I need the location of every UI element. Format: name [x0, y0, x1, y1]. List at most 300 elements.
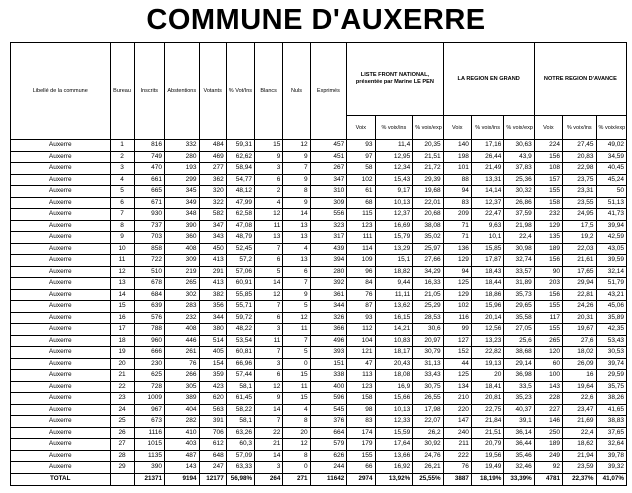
- cell-pct-vot-ins: 59,31: [226, 140, 254, 152]
- table-row: [11, 209, 627, 221]
- cell-reg-voix: 99: [443, 324, 471, 336]
- cell-pct-vot-ins: 63,33: [226, 462, 254, 474]
- cell-nra-pct-exp: 38,83: [596, 416, 626, 428]
- cell-nra-pct-ins: 26,09: [563, 358, 597, 370]
- cell-nra-voix: 249: [534, 450, 562, 462]
- cell-libelle: Auxerre: [11, 151, 111, 163]
- cell-abstentions: 390: [164, 220, 199, 232]
- cell-nra-pct-ins: 22,81: [563, 289, 597, 301]
- cell-reg-voix: 136: [443, 243, 471, 255]
- cell-bureau: 11: [110, 255, 134, 267]
- cell-fn-pct-exp: 17,98: [413, 404, 443, 416]
- cell-votants: 343: [199, 232, 226, 244]
- cell-reg-pct-exp: 33,57: [504, 266, 534, 278]
- cell-blancs: 3: [255, 358, 283, 370]
- cell-reg-pct-ins: 18,41: [471, 381, 503, 393]
- cell-fn-pct-ins: 15,66: [375, 393, 413, 405]
- cell-fn-voix: 66: [347, 462, 375, 474]
- cell-nra-voix: 156: [534, 289, 562, 301]
- cell-votants: 450: [199, 243, 226, 255]
- cell-nra-pct-ins: 27,6: [563, 335, 597, 347]
- results-table: [10, 42, 627, 486]
- cell-inscrits: 665: [134, 186, 164, 198]
- cell-blancs: 11: [255, 220, 283, 232]
- table-body: [11, 140, 627, 486]
- cell-nra-pct-exp: 32,64: [596, 439, 626, 451]
- cell-inscrits: 722: [134, 255, 164, 267]
- cell-fn-voix: 113: [347, 370, 375, 382]
- table-row: [11, 289, 627, 301]
- cell-nuls: 15: [283, 370, 310, 382]
- total-inscrits: 21371: [134, 473, 164, 485]
- total-abstentions: 9194: [164, 473, 199, 485]
- cell-votants: 277: [199, 163, 226, 175]
- total-libelle: TOTAL: [11, 473, 111, 485]
- header-pct-vot-ins: % Vot/Ins: [226, 43, 254, 140]
- page-title: COMMUNE D'AUXERRE: [146, 4, 486, 36]
- cell-blancs: 15: [255, 140, 283, 152]
- cell-fn-voix: 47: [347, 358, 375, 370]
- cell-inscrits: 749: [134, 151, 164, 163]
- cell-nra-pct-exp: 32,14: [596, 266, 626, 278]
- cell-pct-vot-ins: 48,12: [226, 186, 254, 198]
- cell-inscrits: 703: [134, 232, 164, 244]
- cell-reg-pct-ins: 14,14: [471, 186, 503, 198]
- subheader-pct-voix-ins: % voix/ins: [375, 116, 413, 140]
- cell-exprimes: 545: [310, 404, 347, 416]
- subheader-pct-voix-exp: % voix/exp: [413, 116, 443, 140]
- cell-libelle: Auxerre: [11, 197, 111, 209]
- cell-libelle: Auxerre: [11, 427, 111, 439]
- table-row: [11, 427, 627, 439]
- header-group-fn: LISTE FRONT NATIONAL, présentée par Marine LE PEN: [347, 43, 443, 116]
- cell-fn-pct-ins: 18,08: [375, 370, 413, 382]
- subheader-voix: Voix: [443, 116, 471, 140]
- header-exprimes: Exprimés: [310, 43, 347, 140]
- cell-fn-pct-exp: 38,08: [413, 220, 443, 232]
- table-row: [11, 278, 627, 290]
- cell-nra-pct-exp: 45,24: [596, 174, 626, 186]
- cell-pct-vot-ins: 57,44: [226, 370, 254, 382]
- cell-nuls: 4: [283, 404, 310, 416]
- cell-nra-pct-exp: 30,53: [596, 347, 626, 359]
- cell-reg-voix: 211: [443, 439, 471, 451]
- table-row: [11, 416, 627, 428]
- cell-nra-pct-ins: 23,59: [563, 462, 597, 474]
- cell-nuls: 9: [283, 289, 310, 301]
- cell-bureau: 15: [110, 301, 134, 313]
- cell-abstentions: 193: [164, 163, 199, 175]
- cell-fn-pct-exp: 27,66: [413, 255, 443, 267]
- cell-bureau: 21: [110, 370, 134, 382]
- table-row: [11, 255, 627, 267]
- cell-fn-pct-ins: 9,44: [375, 278, 413, 290]
- cell-blancs: 21: [255, 439, 283, 451]
- cell-inscrits: 737: [134, 220, 164, 232]
- cell-nra-voix: 189: [534, 439, 562, 451]
- cell-fn-pct-exp: 33,43: [413, 370, 443, 382]
- cell-blancs: 7: [255, 301, 283, 313]
- cell-fn-pct-ins: 20,43: [375, 358, 413, 370]
- cell-nra-pct-ins: 22,03: [563, 243, 597, 255]
- cell-fn-pct-exp: 26,21: [413, 462, 443, 474]
- cell-nuls: 12: [283, 312, 310, 324]
- cell-bureau: 12: [110, 266, 134, 278]
- cell-nra-voix: 108: [534, 163, 562, 175]
- table-row: [11, 335, 627, 347]
- cell-votants: 484: [199, 140, 226, 152]
- cell-nra-voix: 155: [534, 324, 562, 336]
- total-nra-voix: 4781: [534, 473, 562, 485]
- cell-abstentions: 280: [164, 151, 199, 163]
- cell-libelle: Auxerre: [11, 450, 111, 462]
- cell-nra-pct-exp: 39,59: [596, 255, 626, 267]
- cell-reg-pct-exp: 21,98: [504, 220, 534, 232]
- total-fn-voix: 2974: [347, 473, 375, 485]
- table-row: [11, 358, 627, 370]
- subheader-pct-voix-exp: % voix/exp: [504, 116, 534, 140]
- cell-reg-voix: 220: [443, 404, 471, 416]
- cell-fn-voix: 121: [347, 347, 375, 359]
- cell-blancs: 4: [255, 197, 283, 209]
- cell-nuls: 9: [283, 151, 310, 163]
- cell-nra-pct-exp: 35,75: [596, 381, 626, 393]
- cell-libelle: Auxerre: [11, 358, 111, 370]
- cell-bureau: 16: [110, 312, 134, 324]
- cell-pct-vot-ins: 57,09: [226, 450, 254, 462]
- cell-nra-voix: 60: [534, 358, 562, 370]
- cell-reg-pct-ins: 18,44: [471, 278, 503, 290]
- cell-nuls: 9: [283, 197, 310, 209]
- cell-nra-voix: 250: [534, 427, 562, 439]
- cell-exprimes: 347: [310, 174, 347, 186]
- cell-blancs: 11: [255, 335, 283, 347]
- table-row: [11, 220, 627, 232]
- cell-blancs: 12: [255, 289, 283, 301]
- cell-libelle: Auxerre: [11, 347, 111, 359]
- cell-exprimes: 280: [310, 266, 347, 278]
- cell-reg-voix: 88: [443, 174, 471, 186]
- cell-bureau: 9: [110, 232, 134, 244]
- cell-pct-vot-ins: 47,08: [226, 220, 254, 232]
- cell-nra-voix: 156: [534, 255, 562, 267]
- table-row: [11, 324, 627, 336]
- cell-blancs: 3: [255, 324, 283, 336]
- cell-fn-pct-ins: 14,21: [375, 324, 413, 336]
- cell-reg-voix: 125: [443, 278, 471, 290]
- cell-abstentions: 487: [164, 450, 199, 462]
- cell-votants: 291: [199, 266, 226, 278]
- cell-fn-voix: 102: [347, 174, 375, 186]
- total-fn-pct-exp: 25,55%: [413, 473, 443, 485]
- cell-reg-pct-exp: 30,98: [504, 243, 534, 255]
- header-libelle: Libellé de la commune: [11, 43, 111, 140]
- cell-fn-pct-ins: 13,62: [375, 301, 413, 313]
- cell-fn-voix: 68: [347, 197, 375, 209]
- cell-nra-pct-ins: 17,5: [563, 220, 597, 232]
- cell-nuls: 12: [283, 439, 310, 451]
- cell-inscrits: 230: [134, 358, 164, 370]
- cell-abstentions: 309: [164, 255, 199, 267]
- cell-bureau: 22: [110, 381, 134, 393]
- cell-blancs: 6: [255, 255, 283, 267]
- cell-exprimes: 326: [310, 312, 347, 324]
- cell-reg-voix: 134: [443, 381, 471, 393]
- cell-blancs: 6: [255, 174, 283, 186]
- cell-libelle: Auxerre: [11, 404, 111, 416]
- cell-nra-voix: 224: [534, 140, 562, 152]
- cell-blancs: 14: [255, 450, 283, 462]
- cell-nuls: 8: [283, 450, 310, 462]
- cell-libelle: Auxerre: [11, 186, 111, 198]
- table-row: [11, 450, 627, 462]
- cell-libelle: Auxerre: [11, 255, 111, 267]
- cell-nra-voix: 92: [534, 462, 562, 474]
- cell-blancs: 13: [255, 232, 283, 244]
- cell-exprimes: 556: [310, 209, 347, 221]
- cell-bureau: 5: [110, 186, 134, 198]
- cell-fn-pct-exp: 35,02: [413, 232, 443, 244]
- subheader-voix: Voix: [534, 116, 562, 140]
- cell-fn-pct-exp: 20,35: [413, 140, 443, 152]
- cell-pct-vot-ins: 57,06: [226, 266, 254, 278]
- cell-fn-pct-ins: 12,34: [375, 163, 413, 175]
- cell-reg-voix: 102: [443, 301, 471, 313]
- cell-exprimes: 376: [310, 416, 347, 428]
- cell-abstentions: 299: [164, 174, 199, 186]
- cell-reg-pct-ins: 13,31: [471, 174, 503, 186]
- cell-pct-vot-ins: 58,94: [226, 163, 254, 175]
- cell-nra-pct-ins: 19,2: [563, 232, 597, 244]
- cell-libelle: Auxerre: [11, 266, 111, 278]
- cell-inscrits: 673: [134, 416, 164, 428]
- cell-bureau: 8: [110, 220, 134, 232]
- cell-pct-vot-ins: 58,1: [226, 381, 254, 393]
- header-bureau: Bureau: [110, 43, 134, 140]
- cell-nuls: 11: [283, 381, 310, 393]
- cell-abstentions: 232: [164, 312, 199, 324]
- cell-pct-vot-ins: 53,54: [226, 335, 254, 347]
- cell-nra-voix: 143: [534, 381, 562, 393]
- cell-fn-pct-ins: 13,29: [375, 243, 413, 255]
- total-pct-vot-ins: 56,98%: [226, 473, 254, 485]
- cell-reg-pct-ins: 21,51: [471, 427, 503, 439]
- cell-reg-pct-ins: 17,87: [471, 255, 503, 267]
- cell-fn-voix: 104: [347, 335, 375, 347]
- cell-inscrits: 684: [134, 289, 164, 301]
- cell-nra-voix: 228: [534, 393, 562, 405]
- cell-abstentions: 219: [164, 266, 199, 278]
- cell-fn-pct-exp: 19,68: [413, 186, 443, 198]
- cell-fn-voix: 123: [347, 381, 375, 393]
- cell-libelle: Auxerre: [11, 278, 111, 290]
- cell-reg-voix: 94: [443, 266, 471, 278]
- cell-reg-pct-ins: 20: [471, 370, 503, 382]
- cell-reg-pct-ins: 18,86: [471, 289, 503, 301]
- total-fn-pct-ins: 13,92%: [375, 473, 413, 485]
- cell-exprimes: 596: [310, 393, 347, 405]
- cell-fn-pct-ins: 11,4: [375, 140, 413, 152]
- cell-bureau: 4: [110, 174, 134, 186]
- cell-abstentions: 143: [164, 462, 199, 474]
- cell-reg-pct-ins: 22,82: [471, 347, 503, 359]
- cell-reg-pct-ins: 17,16: [471, 140, 503, 152]
- cell-reg-pct-exp: 25,36: [504, 174, 534, 186]
- cell-reg-pct-exp: 40,37: [504, 404, 534, 416]
- cell-abstentions: 389: [164, 393, 199, 405]
- cell-reg-voix: 129: [443, 289, 471, 301]
- cell-nra-pct-ins: 22,6: [563, 393, 597, 405]
- cell-fn-pct-ins: 11,11: [375, 289, 413, 301]
- cell-exprimes: 317: [310, 232, 347, 244]
- cell-votants: 563: [199, 404, 226, 416]
- cell-votants: 322: [199, 197, 226, 209]
- table-row: [11, 312, 627, 324]
- cell-pct-vot-ins: 58,1: [226, 416, 254, 428]
- cell-votants: 582: [199, 209, 226, 221]
- cell-bureau: 10: [110, 243, 134, 255]
- cell-nra-voix: 117: [534, 312, 562, 324]
- cell-reg-pct-ins: 12,56: [471, 324, 503, 336]
- table-row: [11, 393, 627, 405]
- cell-nra-pct-ins: 21,69: [563, 416, 597, 428]
- cell-pct-vot-ins: 48,22: [226, 324, 254, 336]
- cell-blancs: 7: [255, 416, 283, 428]
- cell-blancs: 3: [255, 163, 283, 175]
- header-abstentions: Abstentions: [164, 43, 199, 140]
- cell-nra-voix: 203: [534, 278, 562, 290]
- cell-nra-pct-exp: 53,43: [596, 335, 626, 347]
- cell-exprimes: 244: [310, 462, 347, 474]
- total-nuls: 271: [283, 473, 310, 485]
- cell-exprimes: 439: [310, 243, 347, 255]
- subheader-pct-voix-ins: % voix/ins: [471, 116, 503, 140]
- cell-nuls: 7: [283, 335, 310, 347]
- cell-inscrits: 1009: [134, 393, 164, 405]
- cell-reg-pct-exp: 35,58: [504, 312, 534, 324]
- cell-abstentions: 332: [164, 140, 199, 152]
- cell-nra-voix: 189: [534, 243, 562, 255]
- cell-abstentions: 345: [164, 186, 199, 198]
- cell-nra-pct-exp: 39,32: [596, 462, 626, 474]
- cell-nuls: 8: [283, 416, 310, 428]
- cell-inscrits: 470: [134, 163, 164, 175]
- cell-votants: 514: [199, 335, 226, 347]
- cell-blancs: 14: [255, 278, 283, 290]
- cell-reg-pct-exp: 30,63: [504, 140, 534, 152]
- cell-nra-pct-ins: 18,62: [563, 439, 597, 451]
- cell-pct-vot-ins: 48,79: [226, 232, 254, 244]
- cell-blancs: 6: [255, 312, 283, 324]
- cell-votants: 154: [199, 358, 226, 370]
- cell-nuls: 6: [283, 266, 310, 278]
- cell-fn-pct-exp: 29,39: [413, 174, 443, 186]
- cell-bureau: 7: [110, 209, 134, 221]
- cell-votants: 382: [199, 289, 226, 301]
- cell-fn-pct-ins: 12,37: [375, 209, 413, 221]
- cell-exprimes: 392: [310, 278, 347, 290]
- cell-nra-pct-ins: 22,4: [563, 427, 597, 439]
- cell-reg-voix: 129: [443, 255, 471, 267]
- table-row: [11, 232, 627, 244]
- cell-reg-pct-exp: 32,74: [504, 255, 534, 267]
- cell-libelle: Auxerre: [11, 439, 111, 451]
- header-group-notre-region: NOTRE REGION D'AVANCE: [534, 43, 626, 116]
- cell-nra-pct-ins: 27,45: [563, 140, 597, 152]
- cell-exprimes: 323: [310, 220, 347, 232]
- cell-abstentions: 446: [164, 335, 199, 347]
- cell-fn-voix: 112: [347, 324, 375, 336]
- cell-bureau: 14: [110, 289, 134, 301]
- cell-reg-pct-ins: 9,63: [471, 220, 503, 232]
- cell-fn-pct-ins: 18,82: [375, 266, 413, 278]
- cell-pct-vot-ins: 60,91: [226, 278, 254, 290]
- cell-inscrits: 967: [134, 404, 164, 416]
- cell-exprimes: 400: [310, 381, 347, 393]
- subheader-pct-voix-ins: % voix/ins: [563, 116, 597, 140]
- cell-fn-pct-exp: 20,97: [413, 335, 443, 347]
- cell-libelle: Auxerre: [11, 209, 111, 221]
- cell-nra-pct-exp: 29,59: [596, 370, 626, 382]
- cell-reg-voix: 101: [443, 163, 471, 175]
- table-row: [11, 186, 627, 198]
- cell-exprimes: 457: [310, 140, 347, 152]
- cell-fn-pct-exp: 21,05: [413, 289, 443, 301]
- cell-fn-pct-ins: 9,17: [375, 186, 413, 198]
- cell-reg-voix: 76: [443, 462, 471, 474]
- cell-nra-pct-exp: 39,74: [596, 358, 626, 370]
- cell-inscrits: 678: [134, 278, 164, 290]
- cell-votants: 648: [199, 450, 226, 462]
- cell-blancs: 2: [255, 186, 283, 198]
- cell-reg-pct-ins: 15,85: [471, 243, 503, 255]
- cell-pct-vot-ins: 54,77: [226, 174, 254, 186]
- cell-fn-pct-ins: 18,17: [375, 347, 413, 359]
- cell-nra-pct-ins: 29,94: [563, 278, 597, 290]
- cell-fn-pct-ins: 10,13: [375, 197, 413, 209]
- cell-inscrits: 671: [134, 197, 164, 209]
- cell-inscrits: 661: [134, 174, 164, 186]
- cell-reg-voix: 140: [443, 140, 471, 152]
- cell-bureau: 1: [110, 140, 134, 152]
- cell-nra-voix: 156: [534, 151, 562, 163]
- cell-abstentions: 408: [164, 324, 199, 336]
- cell-blancs: 9: [255, 151, 283, 163]
- cell-libelle: Auxerre: [11, 289, 111, 301]
- cell-reg-pct-exp: 43,9: [504, 151, 534, 163]
- table-row: [11, 151, 627, 163]
- cell-votants: 612: [199, 439, 226, 451]
- cell-inscrits: 1116: [134, 427, 164, 439]
- cell-fn-voix: 93: [347, 140, 375, 152]
- cell-pct-vot-ins: 55,85: [226, 289, 254, 301]
- cell-votants: 469: [199, 151, 226, 163]
- cell-libelle: Auxerre: [11, 301, 111, 313]
- cell-exprimes: 664: [310, 427, 347, 439]
- cell-reg-pct-exp: 36,98: [504, 370, 534, 382]
- cell-votants: 706: [199, 427, 226, 439]
- cell-fn-pct-exp: 20,68: [413, 209, 443, 221]
- cell-reg-voix: 152: [443, 347, 471, 359]
- cell-inscrits: 625: [134, 370, 164, 382]
- cell-nra-voix: 100: [534, 370, 562, 382]
- cell-libelle: Auxerre: [11, 462, 111, 474]
- cell-fn-voix: 174: [347, 427, 375, 439]
- total-reg-pct-exp: 33,39%: [504, 473, 534, 485]
- cell-fn-pct-ins: 15,59: [375, 427, 413, 439]
- cell-reg-voix: 147: [443, 416, 471, 428]
- cell-abstentions: 348: [164, 209, 199, 221]
